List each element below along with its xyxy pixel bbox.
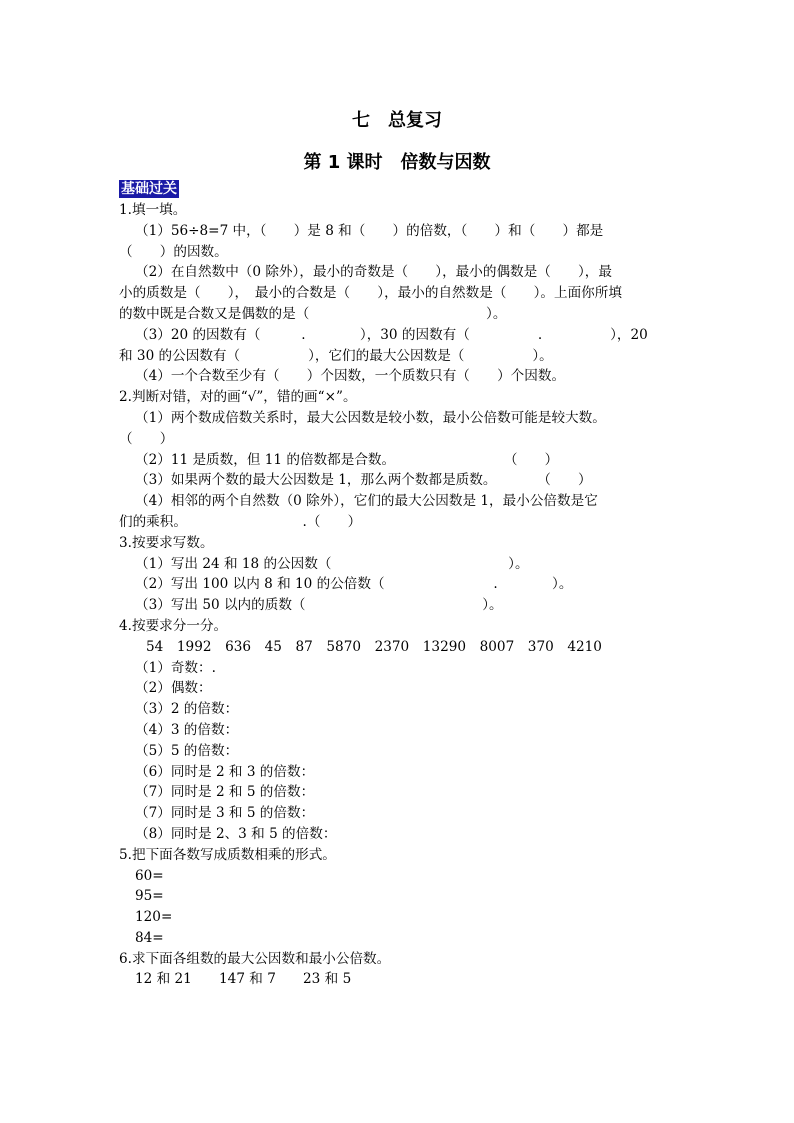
q4-number-list: 54 1992 636 45 87 5870 2370 13290 8007 370 4210 xyxy=(146,638,602,655)
q6-pairs: 12 和 21 147 和 7 23 和 5 xyxy=(135,971,352,988)
q4-5-line: （5）5 的倍数： xyxy=(135,742,239,759)
q1-heading: 1.填一填。 xyxy=(119,202,187,218)
q4-8-line: （8）同时是 2、3 和 5 的倍数： xyxy=(135,825,337,842)
q2-heading: 2.判断对错，对的画“√”，错的画“×”。 xyxy=(119,389,357,406)
q5-item-120: 120= xyxy=(135,909,173,926)
q1-3-line1: （3）20 的因数有（ . ），30 的因数有（ . ），20 xyxy=(135,326,648,343)
q1-2-line2: 小的质数是（ ）， 最小的合数是（ ），最小的自然数是（ ）。上面你所填 xyxy=(119,285,622,302)
chapter-title: 七 总复习 xyxy=(352,110,442,131)
lesson-title: 第 1 课时 倍数与因数 xyxy=(303,152,491,173)
q1-2-line1: （2）在自然数中（0 除外），最小的奇数是（ ），最小的偶数是（ ），最 xyxy=(135,264,612,281)
q1-1-line1: （1）56÷8=7 中，（ ）是 8 和（ ）的倍数，（ ）和（ ）都是 xyxy=(135,222,604,239)
q6-heading: 6.求下面各组数的最大公因数和最小公倍数。 xyxy=(119,950,391,967)
q4-1-line: （1）奇数：. xyxy=(135,659,216,676)
q2-4-line1: （4）相邻的两个自然数（0 除外），它们的最大公因数是 1，最小公倍数是它 xyxy=(135,493,598,510)
q2-2-line: （2）11 是质数，但 11 的倍数都是合数。 （ ） xyxy=(135,451,559,468)
q4-6-line: （6）同时是 2 和 3 的倍数： xyxy=(135,763,315,780)
q5-heading: 5.把下面各数写成质数相乘的形式。 xyxy=(119,846,336,863)
q1-4-line: （4）一个合数至少有（ ）个因数，一个质数只有（ ）个因数。 xyxy=(135,368,566,385)
section-tag: 基础过关 xyxy=(121,181,177,197)
q4-4-line: （4）3 的倍数： xyxy=(135,721,239,738)
q1-3-line2: 和 30 的公因数有（ ），它们的最大公因数是（ ）。 xyxy=(119,347,553,364)
q1-2-line3: 的数中既是合数又是偶数的是（ ）。 xyxy=(119,305,507,322)
q3-heading: 3.按要求写数。 xyxy=(119,534,214,551)
q5-item-95: 95= xyxy=(135,888,164,905)
q1-1-line2: （ ）的因数。 xyxy=(119,243,228,260)
q2-4-line2: 们的乘积。 .（ ） xyxy=(119,513,362,530)
q4-7b-line: （7）同时是 3 和 5 的倍数： xyxy=(135,805,315,822)
question-body xyxy=(119,200,689,990)
q4-3-line: （3）2 的倍数： xyxy=(135,701,239,718)
q3-3-line: （3）写出 50 以内的质数（ ）。 xyxy=(135,597,503,614)
q4-2-line: （2）偶数： xyxy=(135,680,212,697)
q4-heading: 4.按要求分一分。 xyxy=(119,617,228,634)
q3-2-line: （2）写出 100 以内 8 和 10 的公倍数（ . ）。 xyxy=(135,576,573,593)
q4-7a-line: （7）同时是 2 和 5 的倍数： xyxy=(135,784,315,801)
q2-1-line2: （ ） xyxy=(119,430,174,447)
q5-item-60: 60= xyxy=(135,867,164,884)
q3-1-line: （1）写出 24 和 18 的公因数（ ）。 xyxy=(135,555,529,572)
q2-3-line: （3）如果两个数的最大公因数是 1，那么两个数都是质数。 （ ） xyxy=(135,472,592,489)
q2-1-line1: （1）两个数成倍数关系时，最大公因数是较小数，最小公倍数可能是较大数。 xyxy=(135,409,606,426)
q5-item-84: 84= xyxy=(135,929,164,946)
